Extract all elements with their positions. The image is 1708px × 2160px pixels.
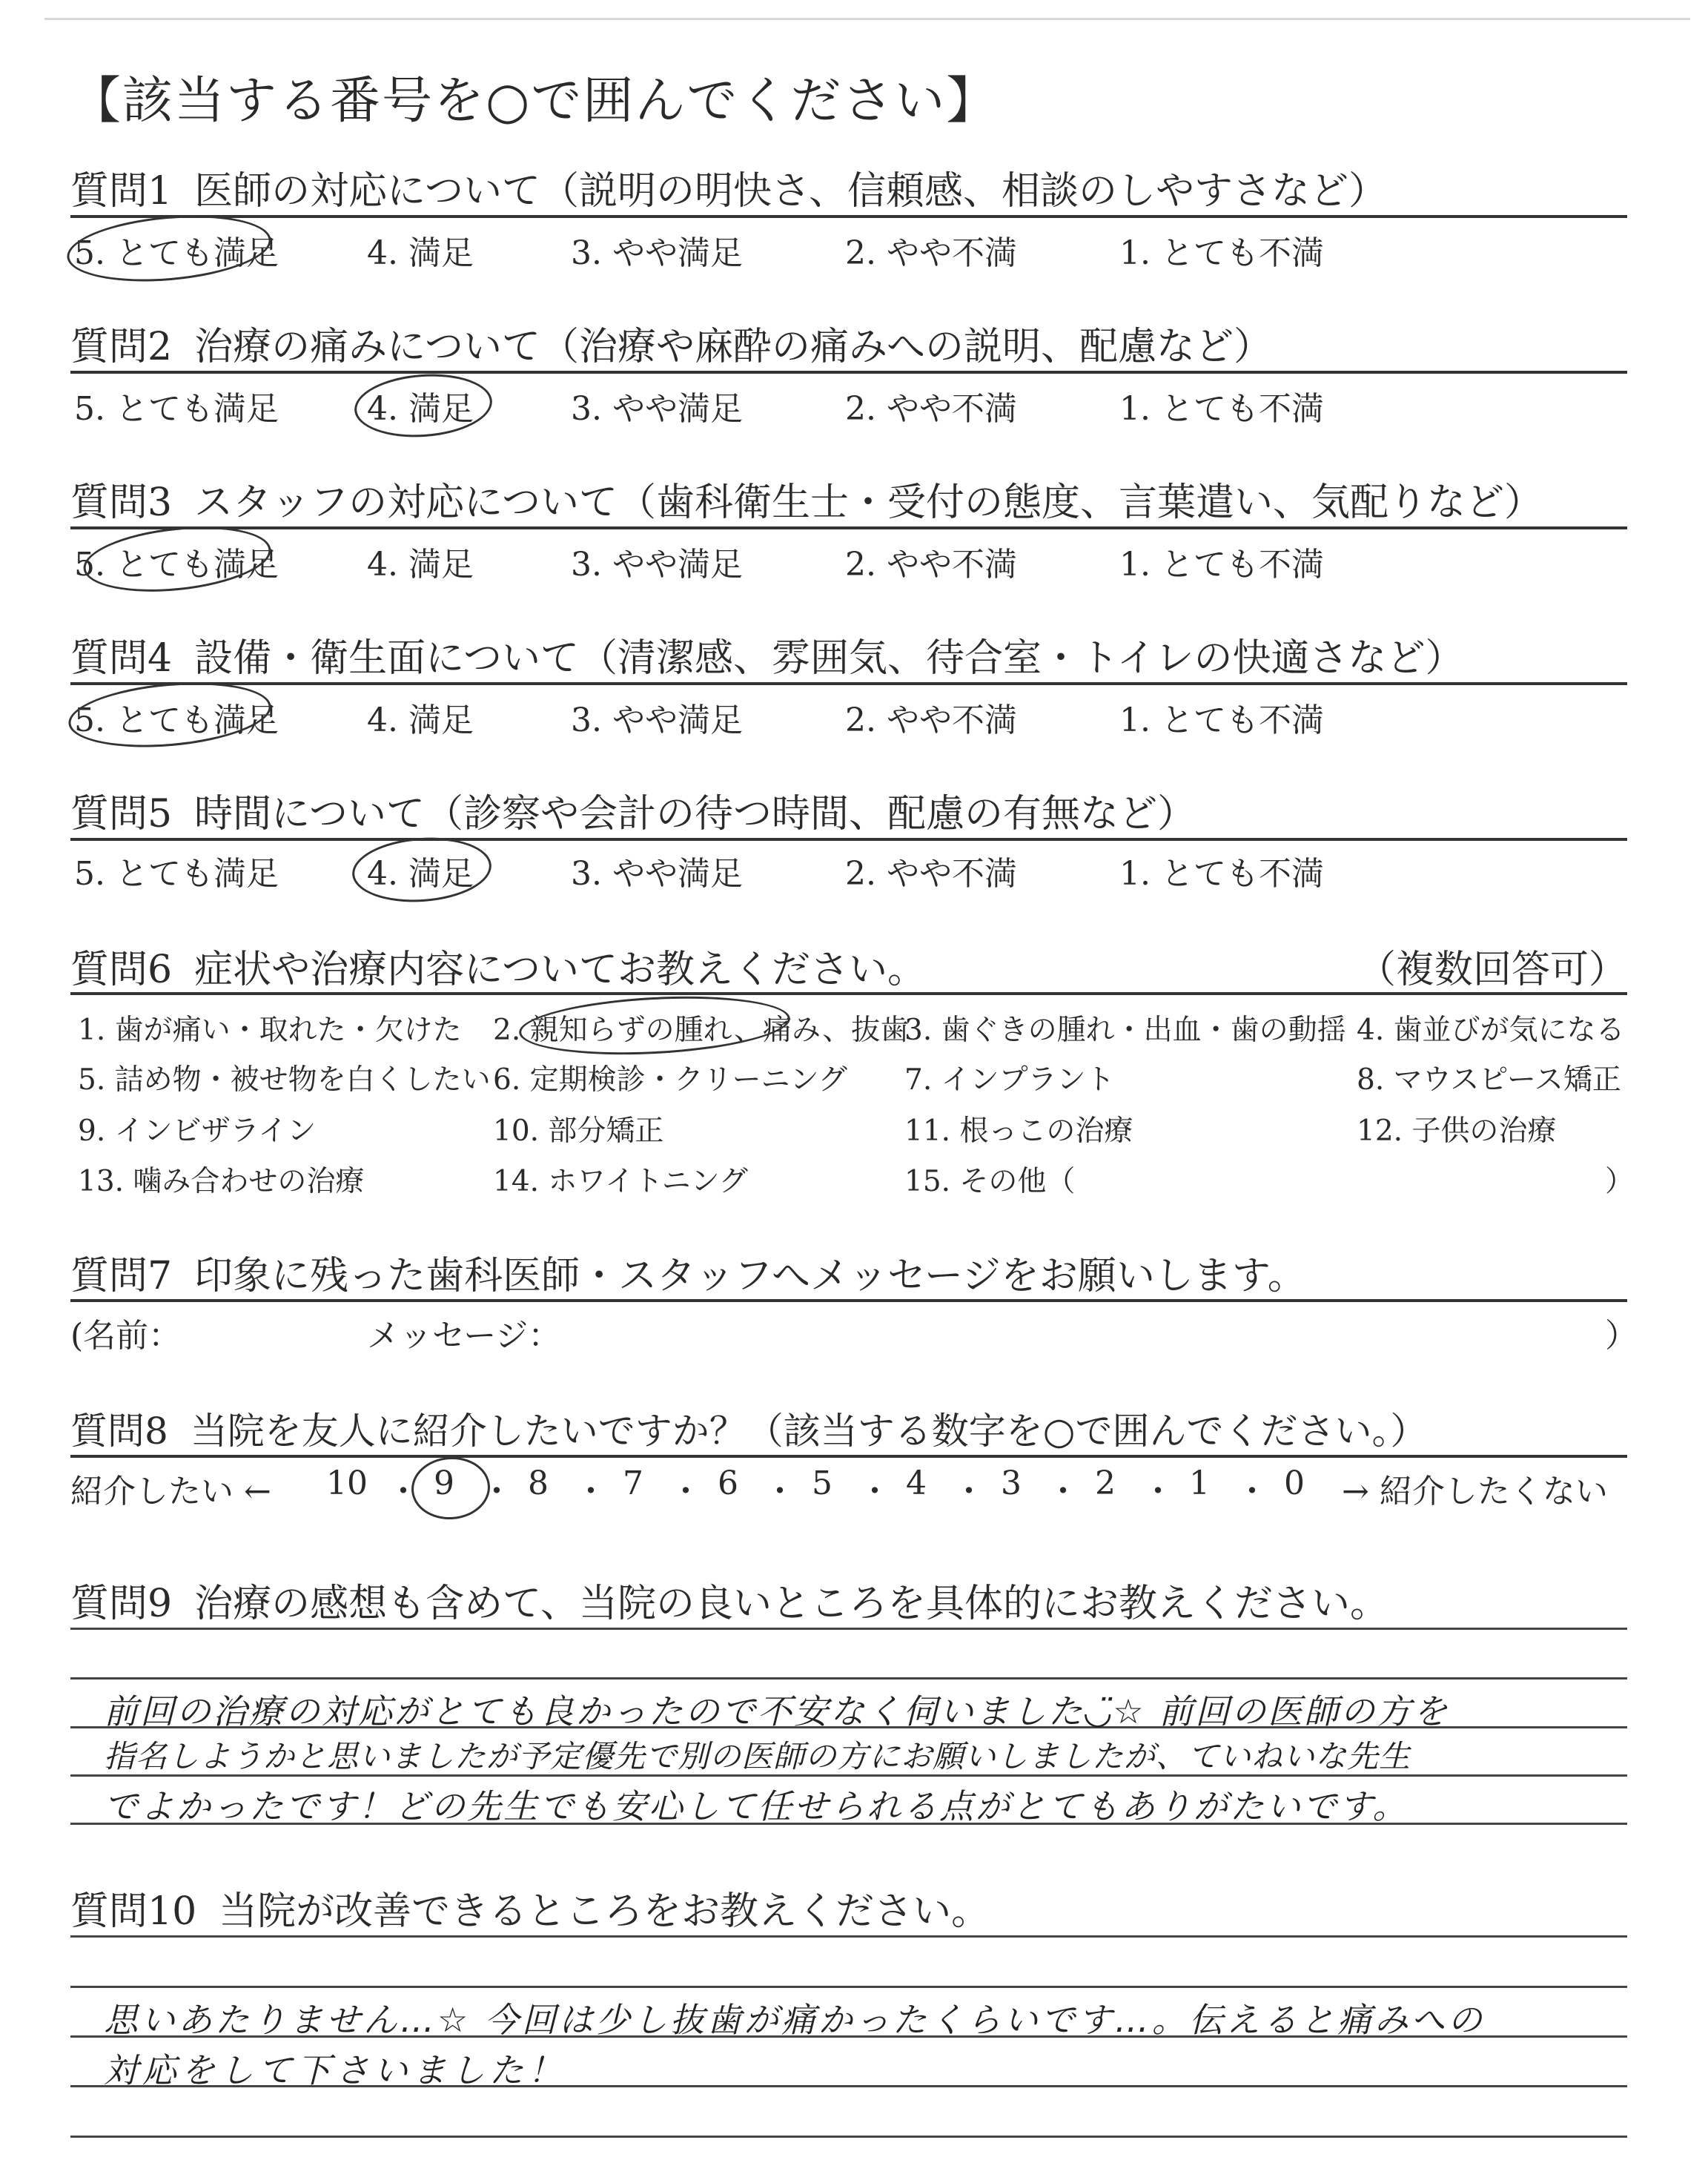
option-5[interactable]: 5. とても満足 — [74, 855, 279, 893]
answer-rule — [70, 215, 1627, 218]
answer-line — [70, 2136, 1627, 2138]
answer-rule — [70, 1299, 1627, 1302]
selection-circle — [66, 675, 274, 755]
option-2[interactable]: 2. やや不満 — [845, 546, 1017, 584]
multiple-answer-note: （複数回答可） — [1357, 948, 1627, 992]
question-number: 質問5 — [70, 792, 173, 836]
option-1[interactable]: 1. とても不満 — [1119, 855, 1324, 893]
option-5[interactable]: 5. とても満足 — [74, 701, 279, 739]
question-number: 質問3 — [70, 480, 173, 525]
q10-answer-line-1: 思いあたりません…☆ 今回は少し抜歯が痛かったくらいです…。伝えると痛みへの — [104, 2000, 1485, 2040]
option-3[interactable]: 3. やや満足 — [571, 546, 743, 584]
question-number: 質問7 — [70, 1254, 173, 1298]
answer-line — [70, 1986, 1627, 1988]
option-4[interactable]: 4. 満足 — [367, 701, 474, 739]
question-number: 質問6 — [70, 948, 173, 992]
question-text: 時間について（診察や会計の待つ時間、配慮の有無など） — [194, 792, 1196, 836]
q6-item-8[interactable]: 8. マウスピース矯正 — [1357, 1063, 1621, 1097]
selection-circle — [352, 370, 494, 442]
scale-separator: ・ — [764, 1473, 796, 1510]
answer-line — [70, 1677, 1627, 1680]
scale-9[interactable]: 9 — [434, 1464, 454, 1502]
answer-rule — [70, 526, 1627, 529]
name-label: (名前： — [70, 1317, 182, 1355]
scale-6[interactable]: 6 — [718, 1464, 738, 1502]
q6-item-9[interactable]: 9. インビザライン — [78, 1114, 317, 1148]
scale-7[interactable]: 7 — [623, 1464, 643, 1502]
answer-rule — [70, 838, 1627, 841]
question-text: スタッフの対応について（歯科衛生士・受付の態度、言葉遣い、気配りなど） — [194, 480, 1543, 525]
option-2[interactable]: 2. やや不満 — [845, 855, 1017, 893]
question-3 — [70, 471, 1627, 526]
question-text: 医師の対応について（説明の明快さ、信頼感、相談のしやすさなど） — [194, 169, 1387, 214]
message-label: メッセージ： — [367, 1317, 561, 1355]
question-text: 当院が改善できるところをお教えください。 — [219, 1889, 990, 1934]
q6-item-10[interactable]: 10. 部分矯正 — [493, 1114, 664, 1148]
scale-8[interactable]: 8 — [528, 1464, 549, 1502]
option-3[interactable]: 3. やや満足 — [571, 855, 743, 893]
question-text: 治療の痛みについて（治療や麻酔の痛みへの説明、配慮など） — [194, 325, 1273, 369]
question-2 — [70, 315, 1627, 371]
selection-circle — [64, 208, 274, 289]
option-1[interactable]: 1. とても不満 — [1119, 701, 1324, 739]
scale-0[interactable]: 0 — [1284, 1464, 1305, 1502]
option-3[interactable]: 3. やや満足 — [571, 390, 743, 428]
q6-item-11[interactable]: 11. 根っこの治療 — [904, 1114, 1133, 1148]
scale-separator: ・ — [1142, 1473, 1174, 1510]
recommend-left-label: 紹介したい ← — [70, 1473, 271, 1510]
answer-rule — [70, 1455, 1627, 1458]
q6-item-13[interactable]: 13. 噛み合わせの治療 — [78, 1165, 365, 1198]
scale-separator: ・ — [669, 1473, 702, 1510]
question-5 — [70, 782, 1627, 838]
option-2[interactable]: 2. やや不満 — [845, 390, 1017, 428]
option-5[interactable]: 5. とても満足 — [74, 546, 279, 584]
scale-3[interactable]: 3 — [1001, 1464, 1022, 1502]
selection-circle — [350, 833, 494, 907]
q6-item-14[interactable]: 14. ホワイトニング — [493, 1165, 748, 1198]
answer-line — [70, 1935, 1627, 1938]
option-1[interactable]: 1. とても不満 — [1119, 234, 1324, 272]
q6-item-7[interactable]: 7. インプラント — [904, 1063, 1115, 1097]
recommend-right-label: → 紹介したくない — [1342, 1473, 1608, 1510]
scale-5[interactable]: 5 — [812, 1464, 833, 1502]
option-2[interactable]: 2. やや不満 — [845, 234, 1017, 272]
scale-separator: ・ — [480, 1473, 513, 1510]
q6-item-2[interactable]: 2. 親知らずの腫れ、痛み、抜歯 — [493, 1014, 910, 1047]
scale-separator: ・ — [953, 1473, 985, 1510]
question-9 — [70, 1572, 1627, 1628]
question-number: 質問4 — [70, 636, 173, 681]
scale-2[interactable]: 2 — [1095, 1464, 1116, 1502]
question-1 — [70, 159, 1627, 215]
q9-answer-line-2: 指名しようかと思いましたが予定優先で別の医師の方にお願いしましたが、ていねいな先生 — [104, 1738, 1411, 1774]
q6-other-close: ） — [1605, 1165, 1635, 1198]
question-6 — [70, 938, 1627, 994]
q9-answer-line-3: でよかったです！どの先生でも安心して任せられる点がとてもありがたいです。 — [104, 1786, 1409, 1826]
question-10 — [70, 1880, 1627, 1935]
option-2[interactable]: 2. やや不満 — [845, 701, 1017, 739]
scale-1[interactable]: 1 — [1189, 1464, 1210, 1502]
question-text: 症状や治療内容についてお教えください。 — [194, 948, 927, 992]
answer-rule — [70, 371, 1627, 374]
page-title: 【該当する番号を○で囲んでください】 — [70, 72, 999, 131]
question-text: 治療の感想も含めて、当院の良いところを具体的にお教えください。 — [194, 1582, 1389, 1626]
question-number: 質問10 — [70, 1889, 197, 1934]
q6-item-1[interactable]: 1. 歯が痛い・取れた・欠けた — [78, 1014, 462, 1047]
scale-separator: ・ — [387, 1473, 420, 1510]
option-5[interactable]: 5. とても満足 — [74, 234, 279, 272]
q10-answer-line-2: 対応をして下さいました！ — [104, 2050, 566, 2090]
q6-item-4[interactable]: 4. 歯並びが気になる — [1357, 1014, 1625, 1047]
option-1[interactable]: 1. とても不満 — [1119, 390, 1324, 428]
option-1[interactable]: 1. とても不満 — [1119, 546, 1324, 584]
option-4[interactable]: 4. 満足 — [367, 546, 474, 584]
q6-item-3[interactable]: 3. 歯ぐきの腫れ・出血・歯の動揺 — [904, 1014, 1346, 1047]
scale-separator: ・ — [1236, 1473, 1268, 1510]
question-8 — [70, 1401, 1627, 1455]
selection-circle — [517, 990, 791, 1060]
option-4[interactable]: 4. 満足 — [367, 234, 474, 272]
option-5[interactable]: 5. とても満足 — [74, 390, 279, 428]
scale-separator: ・ — [575, 1473, 607, 1510]
scale-separator: ・ — [1047, 1473, 1079, 1510]
question-number: 質問9 — [70, 1582, 173, 1626]
question-text: 当院を友人に紹介したいですか？（該当する数字を○で囲んでください。） — [190, 1410, 1428, 1453]
scale-4[interactable]: 4 — [906, 1464, 927, 1502]
option-3[interactable]: 3. やや満足 — [571, 234, 743, 272]
q6-item-5[interactable]: 5. 詰め物・被せ物を白くしたい — [78, 1063, 491, 1097]
option-4[interactable]: 4. 満足 — [367, 855, 474, 893]
selection-circle — [80, 518, 274, 600]
option-3[interactable]: 3. やや満足 — [571, 701, 743, 739]
answer-rule — [70, 682, 1627, 685]
answer-rule — [70, 992, 1627, 995]
question-number: 質問8 — [70, 1410, 168, 1453]
option-4[interactable]: 4. 満足 — [367, 390, 474, 428]
q9-answer-line-1: 前回の治療の対応がとても良かったので不安なく伺いました◡̈☆ 前回の医師の方を — [104, 1691, 1450, 1731]
question-number: 質問1 — [70, 169, 173, 214]
q6-item-12[interactable]: 12. 子供の治療 — [1357, 1114, 1557, 1148]
q6-item-15[interactable]: 15. その他（ — [904, 1165, 1076, 1198]
question-4 — [70, 627, 1627, 682]
question-7 — [70, 1244, 1627, 1300]
scale-separator: ・ — [858, 1473, 891, 1510]
answer-line — [70, 1628, 1627, 1630]
q6-item-6[interactable]: 6. 定期検診・クリーニング — [493, 1063, 847, 1097]
question-text: 設備・衛生面について（清潔感、雰囲気、待合室・トイレの快適さなど） — [194, 636, 1464, 681]
question-number: 質問2 — [70, 325, 173, 369]
q7-close-paren: ） — [1605, 1317, 1638, 1355]
scale-10[interactable]: 10 — [326, 1464, 368, 1502]
question-text: 印象に残った歯科医師・スタッフへメッセージをお願いします。 — [194, 1254, 1306, 1298]
top-border — [44, 18, 1690, 20]
